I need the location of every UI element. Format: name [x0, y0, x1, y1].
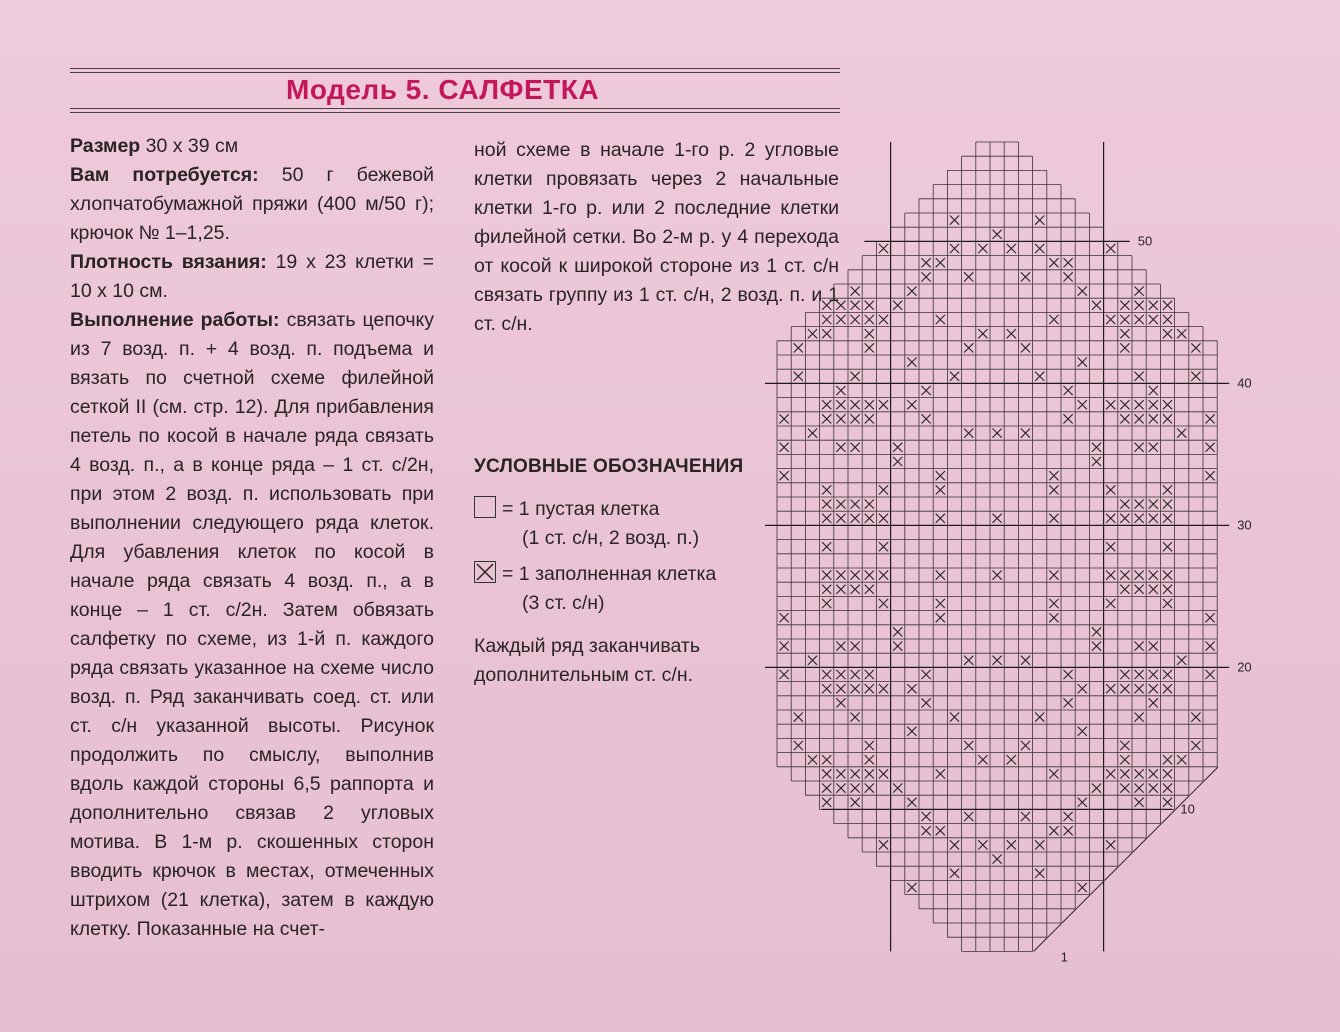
row-number-label: 1 — [1060, 949, 1068, 965]
edge-hatch — [1140, 838, 1147, 845]
method-text: связать цепочку из 7 возд. п. + 4 возд. п. подъема и вязать по счетной схеме филейной сеткой II (см. стр. 12). Для прибавления петель по косой в начале ряда связать 4 возд. п., а в конце ряда – 1 ст. с/2н, при этом 2 возд. п. использовать при выполнении следующего ряда клеток. Для убавления клеток по косой в начале ряда связать 4 возд. п., а в конце – 1 ст. с/2н. Затем обвязать салфетку по схеме, из 1-й п. каждого ряда связать указанное на схеме число возд. п. Ряд заканчивать соед. ст. или ст. с/н указанной высоты. Рисунок продолжить по смыслу, выполнив вдоль каждой стороны 6,5 раппорта и дополнительно связав 2 угловых мотива. В 1-м р. скошенных сторон вводить крючок в местах, отмеченных штрихом (21 клетка), затем в каждую клетку. Показанные на счет- — [70, 309, 434, 940]
page-title: Модель 5. САЛФЕТКА — [286, 74, 600, 105]
gauge-label: Плотность вязания: — [70, 251, 267, 273]
edge-hatch — [1168, 810, 1175, 817]
legend-empty-label: = 1 пустая клетка — [502, 498, 660, 520]
row-number-label: 20 — [1237, 659, 1252, 675]
edge-hatch — [1154, 824, 1161, 831]
edge-hatch — [1041, 937, 1048, 944]
method-label: Выполнение работы: — [70, 309, 280, 331]
size-label: Размер — [70, 135, 141, 157]
edge-hatch — [1190, 788, 1197, 795]
size-value: 30 х 39 см — [140, 135, 239, 157]
edge-hatch — [1197, 781, 1204, 788]
edge-hatch — [1161, 817, 1168, 824]
continuation-text: ной схеме в начале 1-го р. 2 угловые клетки провязать через 2 начальные клетки 1-го р. или 2 последние клетки филейной сетки. Во 2-м р. у 4 перехода от косой к широкой стороне из 1 ст. с/н связать группу из 1 ст. с/н, 2 возд. п. и 1 ст. с/н. — [474, 139, 839, 335]
edge-hatch — [1090, 888, 1097, 895]
row-ending-note: Каждый ряд заканчивать дополнительным ст. с/н. — [474, 635, 700, 686]
edge-hatch — [1204, 774, 1211, 781]
edge-hatch — [1211, 767, 1218, 774]
edge-hatch — [1055, 923, 1062, 930]
edge-hatch — [1069, 909, 1076, 916]
legend-filled-sub: (3 ст. с/н) — [522, 592, 605, 614]
row-number-label: 40 — [1237, 375, 1252, 391]
edge-hatch — [1105, 873, 1112, 880]
row-number-label: 50 — [1137, 233, 1153, 249]
edge-hatch — [1133, 845, 1140, 852]
edge-hatch — [1062, 916, 1069, 923]
edge-hatch — [1083, 895, 1090, 902]
legend-filled-label: = 1 заполненная клетка — [502, 563, 717, 585]
edge-hatch — [1119, 859, 1126, 866]
edge-hatch — [1048, 930, 1055, 937]
materials-text: 50 г бежевой хлопчатобумажной пряжи (400 м/50 г); крючок № 1–1,25. — [70, 164, 435, 244]
edge-hatch — [1147, 831, 1154, 838]
edge-hatch — [1126, 852, 1133, 859]
gauge-text: 19 х 23 клетки = 10 х 10 см. — [70, 251, 434, 302]
legend-title: УСЛОВНЫЕ ОБОЗНАЧЕНИЯ — [474, 456, 744, 477]
row-number-label: 30 — [1237, 517, 1252, 533]
materials-label: Вам потребуется: — [70, 164, 259, 186]
edge-hatch — [1112, 866, 1119, 873]
row-number-label: 10 — [1180, 801, 1195, 817]
edge-hatch — [1076, 902, 1083, 909]
edge-hatch — [1034, 944, 1041, 951]
legend-empty-sub: (1 ст. с/н, 2 возд. п.) — [522, 527, 700, 549]
